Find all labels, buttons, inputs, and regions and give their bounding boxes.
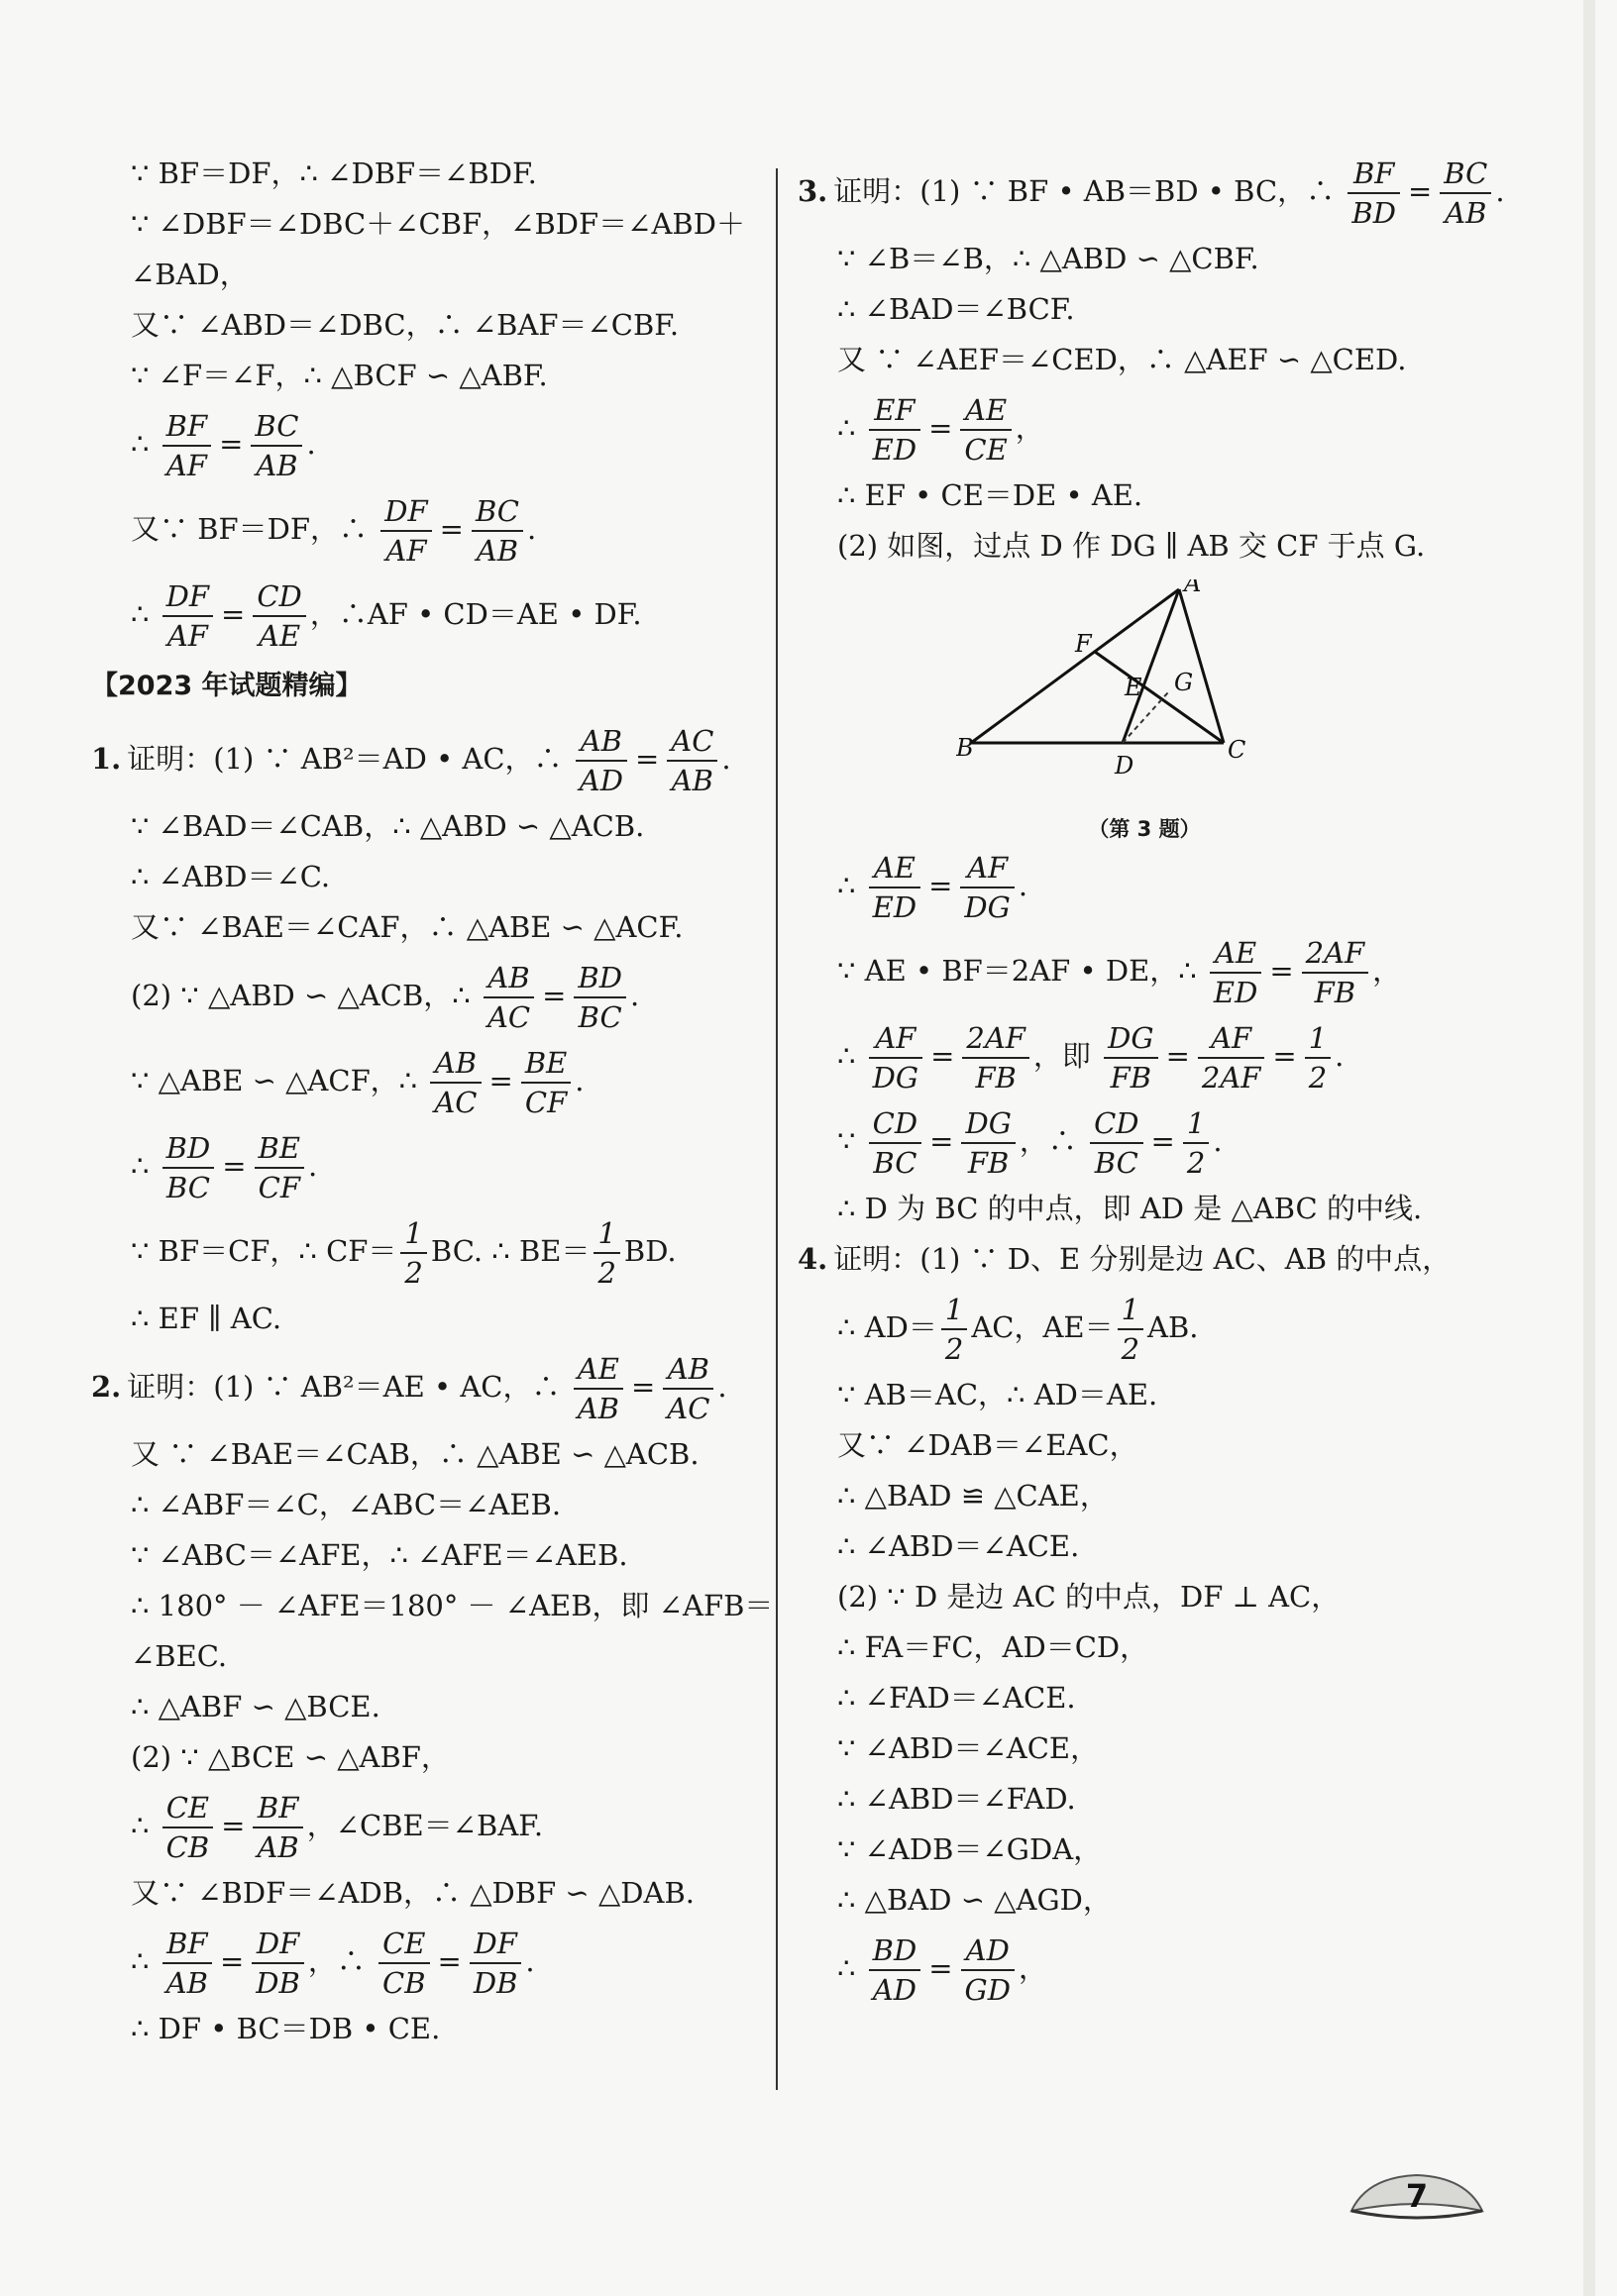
text-line: 又∵ ∠BAE＝∠CAF，∴ △ABE ∽ △ACF.: [131, 910, 684, 944]
fraction: $\frac{EF}{ED}$: [869, 391, 920, 469]
fraction-line: ∴ $\frac{EF}{ED}$ = $\frac{AE}{CE}$ ，: [837, 393, 1044, 467]
fraction: $\frac{BE}{CF}$: [521, 1044, 571, 1121]
fraction: $\frac{BF}{BD}$: [1348, 155, 1400, 232]
label-e: E: [1125, 674, 1142, 701]
fraction: $\frac{AB}{AD}$: [576, 722, 627, 799]
segment-da: [1123, 589, 1179, 743]
label-f: F: [1075, 630, 1092, 658]
fraction: $\frac{AD}{GD}$: [961, 1931, 1015, 2009]
problem-1-start: 1. 证明：(1) ∵ AB²＝AD • AC，∴ $\frac{AB}{AD}$ = $\frac{AC}{AB}$ .: [91, 724, 731, 797]
fraction-half: $\frac{1}{2}$: [1305, 1019, 1331, 1096]
fraction: $\frac{BF}{AF}$: [162, 407, 211, 484]
text-line: 又∵ ∠BDF＝∠ADB，∴ △DBF ∽ △DAB.: [131, 1876, 695, 1910]
fraction: $\frac{CD}{BC}$: [869, 1104, 921, 1182]
page-number: 7: [1405, 2177, 1429, 2215]
text-line: ∴ ∠ABD＝∠ACE.: [837, 1529, 1080, 1563]
text-line: ∴ 180° － ∠AFE＝180° － ∠AEB，即 ∠AFB＝: [131, 1589, 774, 1622]
fraction: $\frac{BC}{AB}$: [472, 492, 523, 570]
fraction-half: $\frac{1}{2}$: [400, 1214, 426, 1292]
fraction: $\frac{BE}{CF}$: [255, 1129, 304, 1206]
fraction: $\frac{AB}{AC}$: [484, 959, 534, 1036]
text-line: (2) ∵ △BCE ∽ △ABF，: [131, 1740, 450, 1774]
triangle-diagram: [956, 579, 1333, 807]
problem-2-start: 2. 证明：(1) ∵ AB²＝AE • AC，∴ $\frac{AE}{AB}$ = $\frac{AB}{AC}$ .: [91, 1352, 727, 1425]
segment-ba: [971, 589, 1179, 743]
text-line: 又 ∵ ∠AEF＝∠CED，∴ △AEF ∽ △CED.: [837, 343, 1407, 376]
fraction: $\frac{BF}{AB}$: [162, 1925, 212, 2002]
text-line: ∴ FA＝FC，AD＝CD，: [837, 1630, 1149, 1664]
fraction-line: ∴ $\frac{BF}{AF}$ = $\frac{BC}{AB}$ .: [131, 409, 316, 482]
text-line: ∴ ∠BAD＝∠BCF.: [837, 292, 1075, 326]
fraction: $\frac{CD}{AE}$: [253, 577, 305, 655]
column-divider: [776, 168, 778, 2090]
fraction-half: $\frac{1}{2}$: [1118, 1291, 1143, 1368]
fraction-line: ∴ $\frac{DF}{AF}$ = $\frac{CD}{AE}$ ，∴AF • CD＝AE • DF.: [131, 579, 642, 653]
fraction-line: ∴ $\frac{BD}{BC}$ = $\frac{BE}{CF}$ .: [131, 1131, 318, 1204]
page-number-tab: [1348, 2167, 1486, 2223]
problem-3-start: 3. 证明：(1) ∵ BF • AB＝BD • BC，∴ $\frac{BF}{BD}$ = $\frac{BC}{AB}$ .: [798, 157, 1505, 230]
segment-fc: [1095, 652, 1224, 743]
fraction: $\frac{DF}{DB}$: [252, 1925, 304, 2002]
text-line: ∴ ∠ABD＝∠FAD.: [837, 1782, 1076, 1816]
text-line: ∵ ∠ABD＝∠ACE，: [837, 1731, 1100, 1765]
fraction-line: ∴ $\frac{BF}{AB}$ = $\frac{DF}{DB}$ ，∴ $\frac{CE}{CB}$ = $\frac{DF}{DB}$ .: [131, 1927, 535, 2000]
label-g: G: [1174, 669, 1194, 696]
text-line: ∠BAD，: [131, 258, 249, 291]
fraction: $\frac{BD}{BC}$: [162, 1129, 215, 1206]
label-a: A: [1184, 579, 1202, 597]
problem-4-start: 4. 证明：(1) ∵ D、E 分别是边 AC、AB 的中点，: [798, 1242, 1452, 1276]
text-line: ∴ EF • CE＝DE • AE.: [837, 478, 1143, 512]
text-line: ∵ ∠ABC＝∠AFE，∴ ∠AFE＝∠AEB.: [131, 1538, 628, 1572]
fraction: $\frac{AB}{AC}$: [430, 1044, 481, 1121]
fraction-line: ∵ △ABE ∽ △ACF，∴ $\frac{AB}{AC}$ = $\frac{BE}{CF}$ .: [131, 1046, 585, 1119]
text-line: ∵ ∠DBF＝∠DBC＋∠CBF，∠BDF＝∠ABD＋: [131, 207, 745, 241]
text-line: ∴ DF • BC＝DB • CE.: [131, 2012, 441, 2045]
fraction: $\frac{AF}{DG}$: [869, 1019, 922, 1096]
fraction: $\frac{2AF}{FB}$: [962, 1019, 1029, 1096]
label-d: D: [1115, 752, 1134, 780]
fraction: $\frac{BD}{AD}$: [869, 1931, 921, 2009]
fraction: $\frac{CD}{BC}$: [1090, 1104, 1142, 1182]
text-line: ∴ ∠ABD＝∠C.: [131, 860, 331, 893]
text-line: ∵ ∠ADB＝∠GDA，: [837, 1832, 1103, 1866]
fraction-half: $\frac{1}{2}$: [1183, 1104, 1209, 1182]
text-line: ∴ △BAD ∽ △AGD，: [837, 1883, 1112, 1917]
fraction: $\frac{AE}{AB}$: [574, 1350, 623, 1427]
page-tab-shape: [1348, 2167, 1486, 2223]
fraction: $\frac{BC}{AB}$: [251, 407, 302, 484]
left-column: [91, 149, 774, 2054]
fraction-line: 又∵ BF＝DF，∴ $\frac{DF}{AF}$ = $\frac{BC}{AB}$ .: [131, 494, 537, 568]
fraction: $\frac{AF}{DG}$: [960, 849, 1014, 926]
text-line: ∴ ∠FAD＝∠ACE.: [837, 1681, 1076, 1715]
fraction: $\frac{AE}{CE}$: [960, 391, 1011, 469]
fraction: $\frac{DG}{FB}$: [961, 1104, 1015, 1182]
fraction-line: ∴ $\frac{BD}{AD}$ = $\frac{AD}{GD}$ ，: [837, 1933, 1047, 2007]
fraction: $\frac{AB}{AC}$: [663, 1350, 713, 1427]
fraction-line: ∵ AE • BF＝2AF • DE，∴ $\frac{AE}{ED}$ = $\frac{2AF}{FB}$ ，: [837, 936, 1402, 1009]
text-line: (2) ∵ D 是边 AC 的中点，DF ⊥ AC，: [837, 1580, 1341, 1614]
fraction: $\frac{DF}{AF}$: [162, 577, 213, 655]
fraction: $\frac{DF}{AF}$: [380, 492, 431, 570]
text-line: ∵ ∠BAD＝∠CAB，∴ △ABD ∽ △ACB.: [131, 809, 645, 843]
fraction: $\frac{AE}{ED}$: [869, 849, 920, 926]
fraction-line: ∵ $\frac{CD}{BC}$ = $\frac{DG}{FB}$ ，∴ $\frac{CD}{BC}$ = $\frac{1}{2}$ .: [837, 1106, 1223, 1180]
text-line: ∴ △ABF ∽ △BCE.: [131, 1690, 380, 1723]
text-line: ∵ AB＝AC，∴ AD＝AE.: [837, 1378, 1158, 1411]
segment-ac: [1179, 589, 1224, 743]
triangle-figure: [956, 579, 1333, 843]
text-line: ∵ ∠F＝∠F，∴ △BCF ∽ △ABF.: [131, 359, 548, 392]
text-line: 又∵ ∠ABD＝∠DBC，∴ ∠BAF＝∠CBF.: [131, 308, 680, 342]
text-line: ∵ BF＝DF，∴ ∠DBF＝∠BDF.: [131, 157, 537, 190]
fraction: $\frac{CE}{CB}$: [162, 1789, 214, 1866]
page-edge: [1583, 0, 1595, 2296]
fraction-line: ∴ $\frac{CE}{CB}$ = $\frac{BF}{AB}$ ，∠CBE＝∠BAF.: [131, 1791, 544, 1864]
fraction-line: ∴ $\frac{AF}{DG}$ = $\frac{2AF}{FB}$ ，即 $\frac{DG}{FB}$ = $\frac{AF}{2AF}$ = $\frac{1}{2}$ .: [837, 1021, 1345, 1095]
text-line: 又 ∵ ∠BAE＝∠CAB，∴ △ABE ∽ △ACB.: [131, 1437, 700, 1471]
label-b: B: [956, 734, 974, 762]
text-line: 又∵ ∠DAB＝∠EAC，: [837, 1428, 1138, 1462]
text-line: ∴ △BAD ≌ △CAE，: [837, 1479, 1109, 1513]
figure-caption: （第 3 题）: [1088, 817, 1201, 841]
fraction: $\frac{BF}{AB}$: [253, 1789, 302, 1866]
fraction-line: ∴ AD＝ $\frac{1}{2}$ AC，AE＝ $\frac{1}{2}$ AB.: [837, 1293, 1199, 1366]
fraction: $\frac{AE}{ED}$: [1210, 934, 1261, 1011]
text-line: (2) 如图，过点 D 作 DG ∥ AB 交 CF 于点 G.: [837, 529, 1426, 563]
fraction: $\frac{BC}{AB}$: [1440, 155, 1491, 232]
section-heading: 【2023 年试题精编】: [91, 671, 363, 701]
fraction: $\frac{AC}{AB}$: [667, 722, 717, 799]
fraction-half: $\frac{1}{2}$: [593, 1214, 619, 1292]
text-line: ∵ ∠B＝∠B，∴ △ABD ∽ △CBF.: [837, 242, 1259, 275]
text-line: ∴ D 为 BC 的中点，即 AD 是 △ABC 的中线.: [837, 1192, 1423, 1225]
text-line: ∴ ∠ABF＝∠C，∠ABC＝∠AEB.: [131, 1488, 562, 1521]
fraction: $\frac{DG}{FB}$: [1104, 1019, 1157, 1096]
fraction: $\frac{DF}{DB}$: [470, 1925, 522, 2002]
label-c: C: [1228, 736, 1246, 764]
text-line: ∠BEC.: [131, 1639, 228, 1673]
right-column: [798, 149, 1511, 2011]
fraction-half: $\frac{1}{2}$: [941, 1291, 967, 1368]
fraction: $\frac{BD}{BC}$: [574, 959, 626, 1036]
fraction-line: (2) ∵ △ABD ∽ △ACB，∴ $\frac{AB}{AC}$ = $\frac{BD}{BC}$ .: [131, 961, 640, 1034]
fraction: $\frac{AF}{2AF}$: [1198, 1019, 1265, 1096]
fraction: $\frac{CE}{CB}$: [378, 1925, 430, 2002]
fraction: $\frac{2AF}{FB}$: [1302, 934, 1369, 1011]
fraction-line: ∵ BF＝CF，∴ CF＝ $\frac{1}{2}$ BC. ∴ BE＝ $\frac{1}{2}$ BD.: [131, 1216, 677, 1290]
fraction-line: ∴ $\frac{AE}{ED}$ = $\frac{AF}{DG}$ .: [837, 851, 1028, 924]
text-line: ∴ EF ∥ AC.: [131, 1302, 282, 1335]
